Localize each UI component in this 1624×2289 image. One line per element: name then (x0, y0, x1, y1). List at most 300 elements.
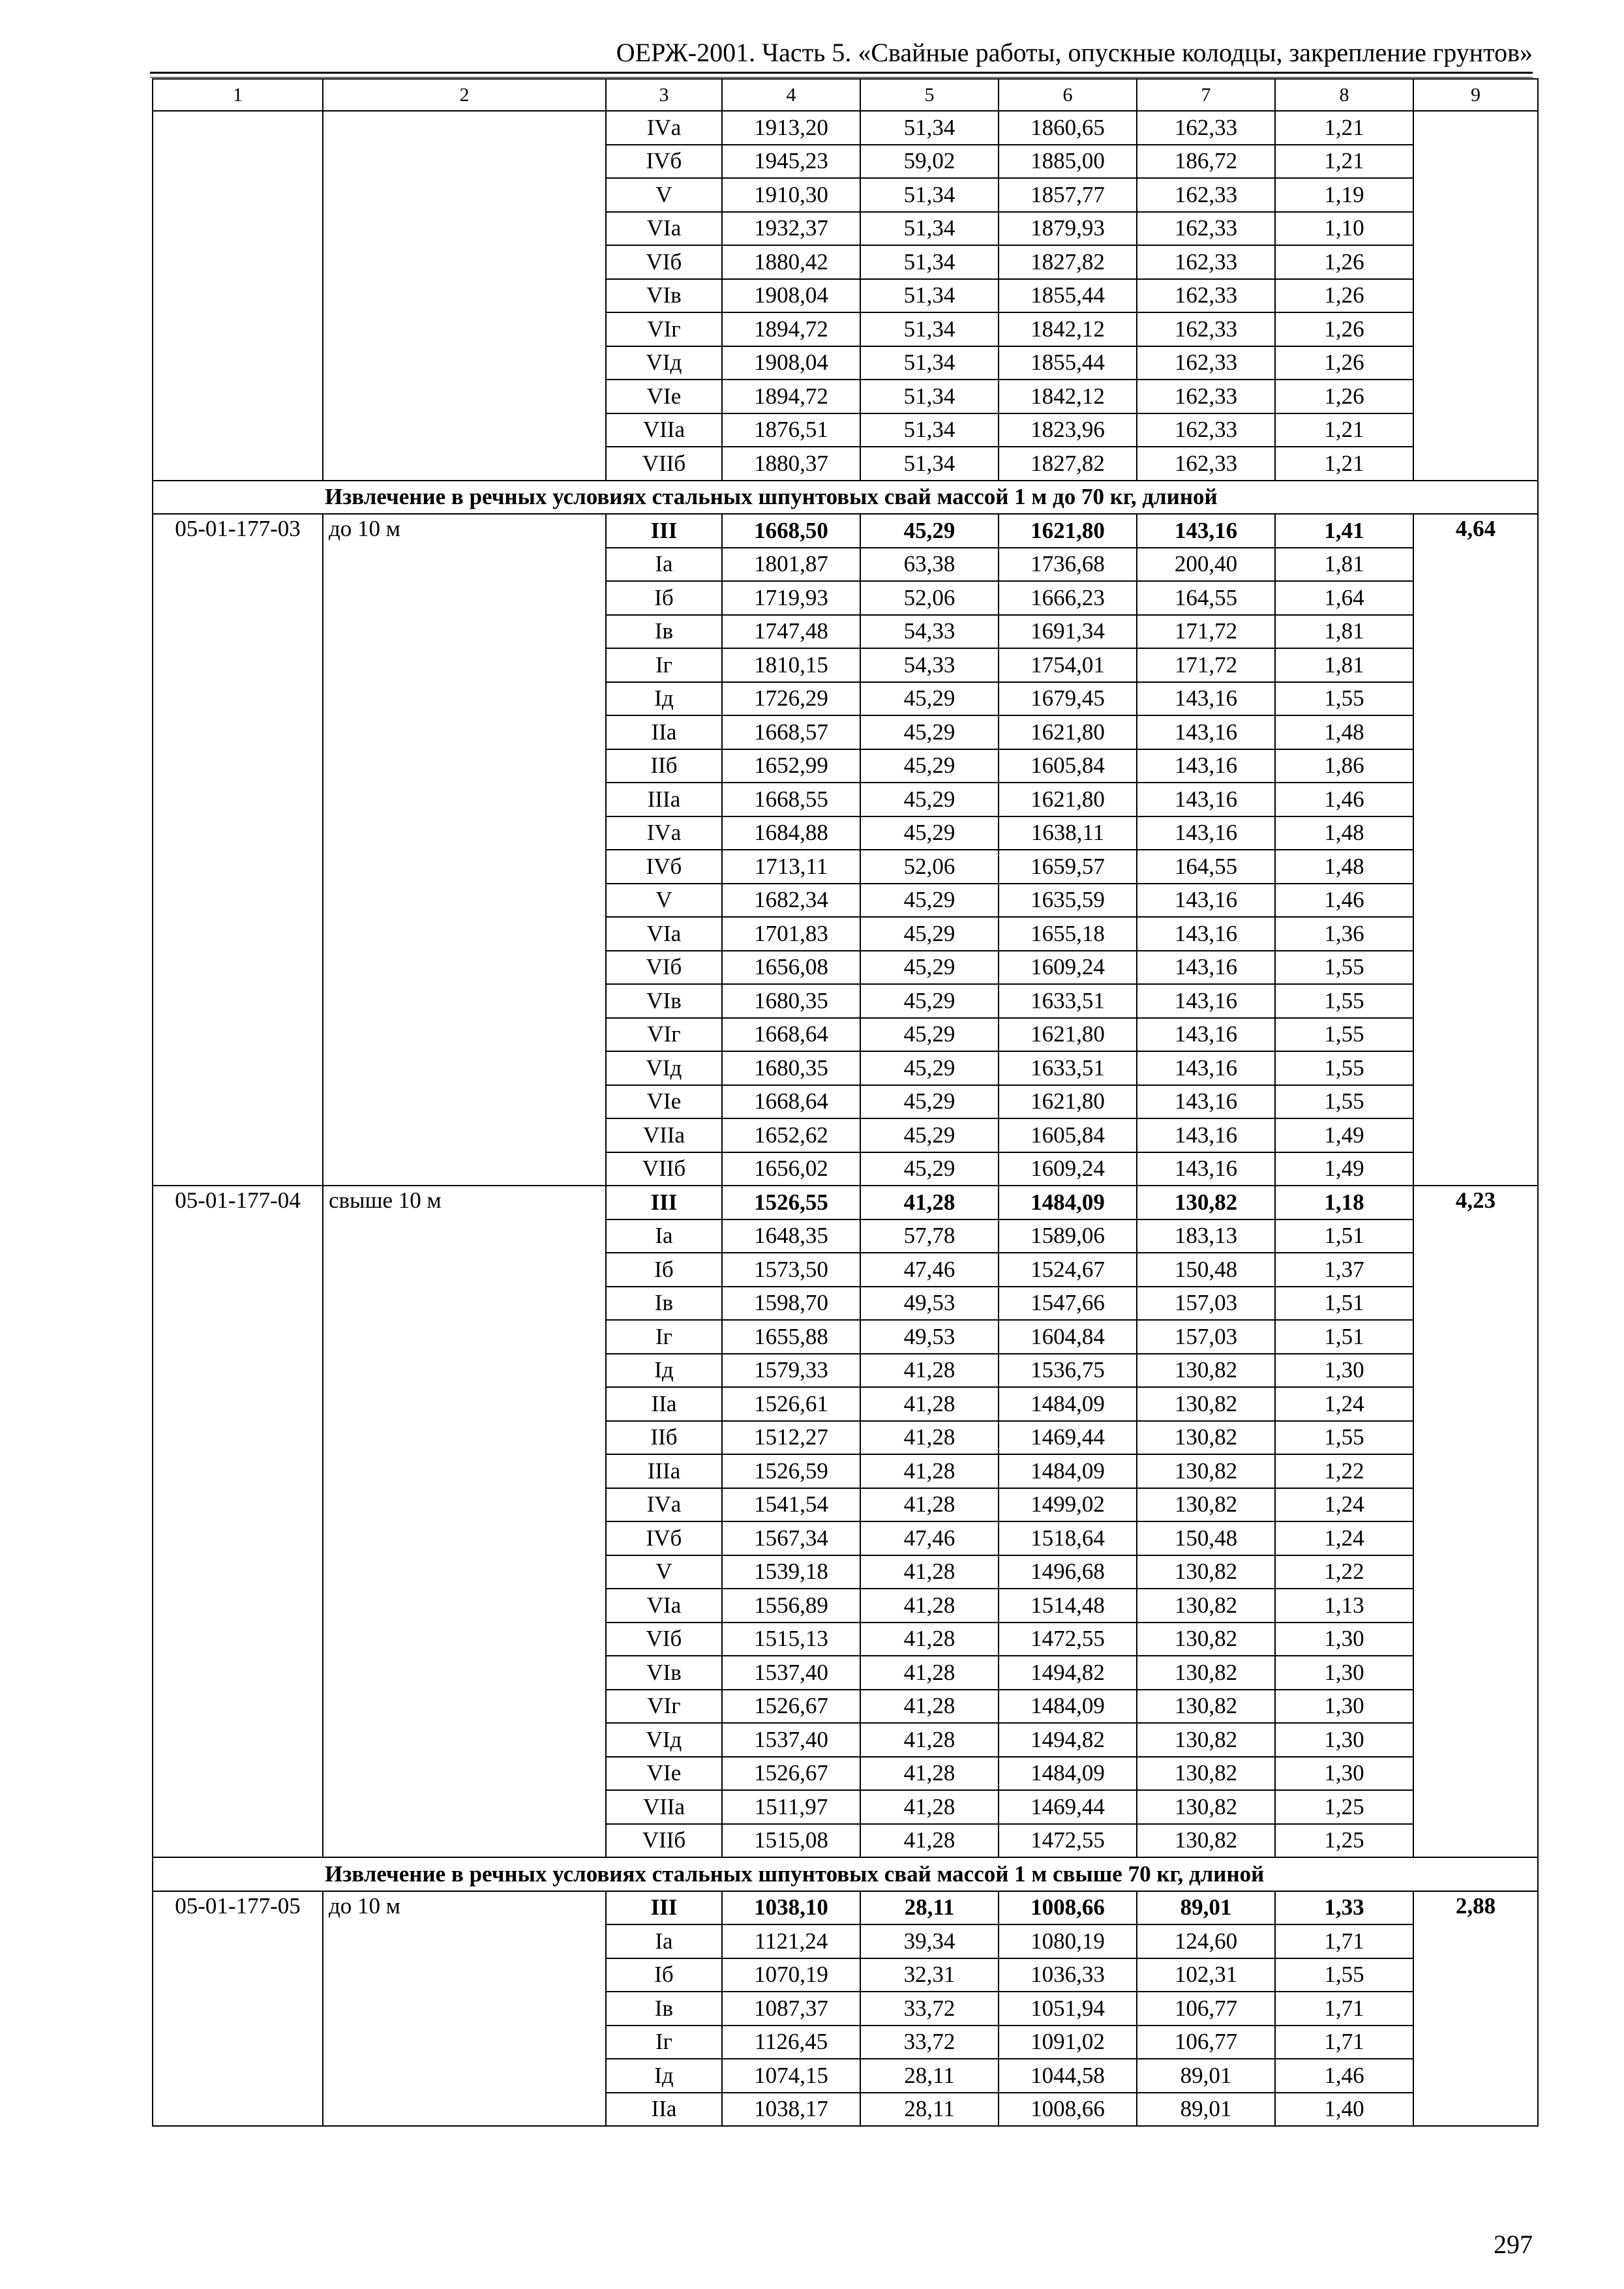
driver-wages-cell: 143,16 (1137, 749, 1275, 783)
materials-cost-cell: 1,55 (1275, 1958, 1413, 1992)
rate-name (323, 111, 606, 481)
driver-wages-cell: 183,13 (1137, 1219, 1275, 1253)
region-code-cell: VIб (606, 1623, 722, 1656)
machine-cost-cell: 1051,94 (999, 1992, 1137, 2026)
machine-cost-cell: 1633,51 (999, 984, 1137, 1018)
driver-wages-cell: 162,33 (1137, 312, 1275, 346)
driver-wages-cell: 130,82 (1137, 1387, 1275, 1421)
column-number: 9 (1413, 79, 1538, 111)
total-cost-cell: 1515,08 (722, 1824, 860, 1858)
driver-wages-cell: 130,82 (1137, 1421, 1275, 1455)
machine-cost-cell: 1008,66 (999, 2093, 1137, 2127)
rate-name: до 10 м (323, 514, 606, 1186)
materials-cost-cell: 1,24 (1275, 1488, 1413, 1522)
total-cost-cell: 1070,19 (722, 1958, 860, 1992)
header-rule-thin (150, 77, 1533, 78)
driver-wages-cell: 130,82 (1137, 1623, 1275, 1656)
materials-cost-cell: 1,30 (1275, 1723, 1413, 1757)
wages-cell: 59,02 (860, 145, 999, 179)
section-heading-row (153, 1857, 1538, 1891)
total-cost-cell: 1747,48 (722, 615, 860, 649)
region-code-cell: III (606, 514, 722, 548)
region-code-cell: VIе (606, 1085, 722, 1119)
total-cost-cell: 1719,93 (722, 581, 860, 615)
machine-cost-cell: 1484,09 (999, 1757, 1137, 1791)
driver-wages-cell: 130,82 (1137, 1790, 1275, 1824)
machine-cost-cell: 1855,44 (999, 279, 1137, 313)
region-code-cell: Iд (606, 1354, 722, 1388)
driver-wages-cell: 89,01 (1137, 2093, 1275, 2127)
region-code-cell: VIIб (606, 447, 722, 481)
materials-cost-cell: 1,30 (1275, 1354, 1413, 1388)
labor-norm: 4,23 (1413, 1186, 1538, 1857)
materials-cost-cell: 1,37 (1275, 1253, 1413, 1287)
materials-cost-cell: 1,81 (1275, 615, 1413, 649)
materials-cost-cell: 1,26 (1275, 346, 1413, 380)
materials-cost-cell: 1,26 (1275, 380, 1413, 413)
region-code-cell: V (606, 1555, 722, 1589)
materials-cost-cell: 1,40 (1275, 2093, 1413, 2127)
wages-cell: 41,28 (860, 1488, 999, 1522)
materials-cost-cell: 1,33 (1275, 1891, 1413, 1925)
machine-cost-cell: 1857,77 (999, 178, 1137, 212)
region-code-cell: VIв (606, 279, 722, 313)
region-code-cell: Iг (606, 2026, 722, 2059)
materials-cost-cell: 1,24 (1275, 1387, 1413, 1421)
machine-cost-cell: 1842,12 (999, 312, 1137, 346)
materials-cost-cell: 1,26 (1275, 279, 1413, 313)
total-cost-cell: 1932,37 (722, 212, 860, 246)
region-code-cell: VIв (606, 984, 722, 1018)
wages-cell: 63,38 (860, 548, 999, 582)
driver-wages-cell: 130,82 (1137, 1723, 1275, 1757)
materials-cost-cell: 1,48 (1275, 850, 1413, 884)
total-cost-cell: 1526,59 (722, 1454, 860, 1488)
machine-cost-cell: 1609,24 (999, 951, 1137, 985)
materials-cost-cell: 1,30 (1275, 1690, 1413, 1724)
machine-cost-cell: 1621,80 (999, 1018, 1137, 1052)
driver-wages-cell: 162,33 (1137, 279, 1275, 313)
running-header: ОЕРЖ-2001. Часть 5. «Свайные работы, опускные колодцы, закрепление грунтов» (616, 38, 1533, 67)
driver-wages-cell: 143,16 (1137, 984, 1275, 1018)
driver-wages-cell: 171,72 (1137, 648, 1275, 682)
materials-cost-cell: 1,30 (1275, 1623, 1413, 1656)
price-table (152, 78, 1539, 2127)
total-cost-cell: 1121,24 (722, 1924, 860, 1958)
region-code-cell: IVа (606, 816, 722, 850)
driver-wages-cell: 143,16 (1137, 715, 1275, 749)
region-code-cell: VIб (606, 951, 722, 985)
driver-wages-cell: 130,82 (1137, 1690, 1275, 1724)
machine-cost-cell: 1754,01 (999, 648, 1137, 682)
wages-cell: 41,28 (860, 1790, 999, 1824)
region-code-cell: IIб (606, 1421, 722, 1455)
driver-wages-cell: 143,16 (1137, 816, 1275, 850)
driver-wages-cell: 162,33 (1137, 380, 1275, 413)
total-cost-cell: 1680,35 (722, 984, 860, 1018)
total-cost-cell: 1655,88 (722, 1320, 860, 1354)
total-cost-cell: 1801,87 (722, 548, 860, 582)
driver-wages-cell: 162,33 (1137, 447, 1275, 481)
materials-cost-cell: 1,55 (1275, 1051, 1413, 1085)
column-number: 3 (606, 79, 722, 111)
wages-cell: 41,28 (860, 1454, 999, 1488)
region-code-cell: Iв (606, 1287, 722, 1321)
materials-cost-cell: 1,21 (1275, 447, 1413, 481)
machine-cost-cell: 1679,45 (999, 682, 1137, 716)
page-number: 297 (1494, 2230, 1533, 2259)
wages-cell: 45,29 (860, 749, 999, 783)
driver-wages-cell: 162,33 (1137, 178, 1275, 212)
total-cost-cell: 1894,72 (722, 312, 860, 346)
total-cost-cell: 1684,88 (722, 816, 860, 850)
total-cost-cell: 1682,34 (722, 884, 860, 918)
driver-wages-cell: 106,77 (1137, 1992, 1275, 2026)
driver-wages-cell: 130,82 (1137, 1555, 1275, 1589)
materials-cost-cell: 1,25 (1275, 1790, 1413, 1824)
driver-wages-cell: 143,16 (1137, 951, 1275, 985)
wages-cell: 41,28 (860, 1757, 999, 1791)
driver-wages-cell: 143,16 (1137, 1018, 1275, 1052)
total-cost-cell: 1526,55 (722, 1186, 860, 1219)
driver-wages-cell: 164,55 (1137, 850, 1275, 884)
wages-cell: 51,34 (860, 212, 999, 246)
machine-cost-cell: 1044,58 (999, 2059, 1137, 2093)
total-cost-cell: 1526,61 (722, 1387, 860, 1421)
machine-cost-cell: 1659,57 (999, 850, 1137, 884)
wages-cell: 49,53 (860, 1320, 999, 1354)
machine-cost-cell: 1621,80 (999, 1085, 1137, 1119)
column-number: 4 (722, 79, 860, 111)
machine-cost-cell: 1518,64 (999, 1521, 1137, 1555)
total-cost-cell: 1880,42 (722, 245, 860, 279)
machine-cost-cell: 1842,12 (999, 380, 1137, 413)
column-number: 6 (999, 79, 1137, 111)
wages-cell: 45,29 (860, 917, 999, 951)
section-heading-row (153, 481, 1538, 515)
machine-cost-cell: 1655,18 (999, 917, 1137, 951)
region-code-cell: VIIа (606, 1118, 722, 1152)
materials-cost-cell: 1,24 (1275, 1521, 1413, 1555)
driver-wages-cell: 162,33 (1137, 413, 1275, 447)
driver-wages-cell: 171,72 (1137, 615, 1275, 649)
wages-cell: 41,28 (860, 1723, 999, 1757)
total-cost-cell: 1876,51 (722, 413, 860, 447)
total-cost-cell: 1537,40 (722, 1656, 860, 1690)
wages-cell: 28,11 (860, 2059, 999, 2093)
wages-cell: 51,34 (860, 178, 999, 212)
region-code-cell: Iг (606, 1320, 722, 1354)
machine-cost-cell: 1472,55 (999, 1824, 1137, 1858)
machine-cost-cell: 1736,68 (999, 548, 1137, 582)
wages-cell: 51,34 (860, 279, 999, 313)
column-number: 1 (153, 79, 323, 111)
region-code-cell: IVб (606, 1521, 722, 1555)
machine-cost-cell: 1484,09 (999, 1690, 1137, 1724)
materials-cost-cell: 1,55 (1275, 1018, 1413, 1052)
wages-cell: 41,28 (860, 1354, 999, 1388)
materials-cost-cell: 1,81 (1275, 648, 1413, 682)
driver-wages-cell: 162,33 (1137, 245, 1275, 279)
driver-wages-cell: 186,72 (1137, 145, 1275, 179)
machine-cost-cell: 1494,82 (999, 1656, 1137, 1690)
rate-name: свыше 10 м (323, 1186, 606, 1857)
driver-wages-cell: 143,16 (1137, 1118, 1275, 1152)
driver-wages-cell: 130,82 (1137, 1656, 1275, 1690)
materials-cost-cell: 1,25 (1275, 1824, 1413, 1858)
wages-cell: 47,46 (860, 1521, 999, 1555)
materials-cost-cell: 1,55 (1275, 682, 1413, 716)
total-cost-cell: 1908,04 (722, 346, 860, 380)
materials-cost-cell: 1,30 (1275, 1656, 1413, 1690)
region-code-cell: VIв (606, 1656, 722, 1690)
region-code-cell: VIг (606, 312, 722, 346)
machine-cost-cell: 1605,84 (999, 1118, 1137, 1152)
driver-wages-cell: 89,01 (1137, 2059, 1275, 2093)
wages-cell: 41,28 (860, 1623, 999, 1656)
region-code-cell: VIе (606, 1757, 722, 1791)
wages-cell: 51,34 (860, 413, 999, 447)
total-cost-cell: 1526,67 (722, 1690, 860, 1724)
region-code-cell: Iд (606, 682, 722, 716)
materials-cost-cell: 1,13 (1275, 1589, 1413, 1623)
region-code-cell: III (606, 1891, 722, 1925)
wages-cell: 52,06 (860, 850, 999, 884)
region-code-cell: Iа (606, 548, 722, 582)
region-code-cell: VIб (606, 245, 722, 279)
region-code-cell: VIд (606, 1723, 722, 1757)
materials-cost-cell: 1,55 (1275, 1421, 1413, 1455)
labor-norm: 4,64 (1413, 514, 1538, 1186)
driver-wages-cell: 143,16 (1137, 1152, 1275, 1186)
machine-cost-cell: 1855,44 (999, 346, 1137, 380)
wages-cell: 45,29 (860, 884, 999, 918)
materials-cost-cell: 1,41 (1275, 514, 1413, 548)
total-cost-cell: 1668,64 (722, 1018, 860, 1052)
total-cost-cell: 1515,13 (722, 1623, 860, 1656)
machine-cost-cell: 1484,09 (999, 1454, 1137, 1488)
driver-wages-cell: 150,48 (1137, 1521, 1275, 1555)
total-cost-cell: 1074,15 (722, 2059, 860, 2093)
materials-cost-cell: 1,55 (1275, 1085, 1413, 1119)
materials-cost-cell: 1,49 (1275, 1152, 1413, 1186)
machine-cost-cell: 1496,68 (999, 1555, 1137, 1589)
region-code-cell: VIIб (606, 1152, 722, 1186)
wages-cell: 45,29 (860, 1018, 999, 1052)
machine-cost-cell: 1469,44 (999, 1421, 1137, 1455)
materials-cost-cell: 1,71 (1275, 1924, 1413, 1958)
rate-name: до 10 м (323, 1891, 606, 2127)
driver-wages-cell: 143,16 (1137, 783, 1275, 816)
machine-cost-cell: 1633,51 (999, 1051, 1137, 1085)
machine-cost-cell: 1484,09 (999, 1387, 1137, 1421)
materials-cost-cell: 1,51 (1275, 1219, 1413, 1253)
machine-cost-cell: 1524,67 (999, 1253, 1137, 1287)
machine-cost-cell: 1879,93 (999, 212, 1137, 246)
total-cost-cell: 1668,55 (722, 783, 860, 816)
machine-cost-cell: 1589,06 (999, 1219, 1137, 1253)
total-cost-cell: 1126,45 (722, 2026, 860, 2059)
machine-cost-cell: 1080,19 (999, 1924, 1137, 1958)
region-code-cell: IIIа (606, 783, 722, 816)
materials-cost-cell: 1,48 (1275, 715, 1413, 749)
wages-cell: 28,11 (860, 1891, 999, 1925)
materials-cost-cell: 1,36 (1275, 917, 1413, 951)
total-cost-cell: 1556,89 (722, 1589, 860, 1623)
region-code-cell: VIд (606, 346, 722, 380)
driver-wages-cell: 130,82 (1137, 1354, 1275, 1388)
region-code-cell: Iв (606, 1992, 722, 2026)
machine-cost-cell: 1091,02 (999, 2026, 1137, 2059)
region-code-cell: IVа (606, 111, 722, 145)
driver-wages-cell: 162,33 (1137, 346, 1275, 380)
section-heading: Извлечение в речных условиях стальных шпунтовых свай массой 1 м до 70 кг, длиной (153, 481, 1538, 515)
driver-wages-cell: 124,60 (1137, 1924, 1275, 1958)
wages-cell: 41,28 (860, 1824, 999, 1858)
machine-cost-cell: 1621,80 (999, 783, 1137, 816)
total-cost-cell: 1598,70 (722, 1287, 860, 1321)
total-cost-cell: 1541,54 (722, 1488, 860, 1522)
wages-cell: 45,29 (860, 1051, 999, 1085)
region-code-cell: III (606, 1186, 722, 1219)
driver-wages-cell: 130,82 (1137, 1757, 1275, 1791)
total-cost-cell: 1652,62 (722, 1118, 860, 1152)
wages-cell: 41,28 (860, 1690, 999, 1724)
wages-cell: 51,34 (860, 346, 999, 380)
materials-cost-cell: 1,71 (1275, 1992, 1413, 2026)
region-code-cell: IVб (606, 850, 722, 884)
wages-cell: 51,34 (860, 380, 999, 413)
total-cost-cell: 1567,34 (722, 1521, 860, 1555)
region-code-cell: Iд (606, 2059, 722, 2093)
materials-cost-cell: 1,21 (1275, 145, 1413, 179)
total-cost-cell: 1539,18 (722, 1555, 860, 1589)
region-code-cell: VIг (606, 1018, 722, 1052)
wages-cell: 45,29 (860, 1118, 999, 1152)
wages-cell: 41,28 (860, 1421, 999, 1455)
region-code-cell: IIа (606, 715, 722, 749)
driver-wages-cell: 130,82 (1137, 1589, 1275, 1623)
machine-cost-cell: 1484,09 (999, 1186, 1137, 1219)
total-cost-cell: 1894,72 (722, 380, 860, 413)
materials-cost-cell: 1,22 (1275, 1555, 1413, 1589)
table-body (153, 79, 1538, 2126)
machine-cost-cell: 1609,24 (999, 1152, 1137, 1186)
machine-cost-cell: 1472,55 (999, 1623, 1137, 1656)
wages-cell: 57,78 (860, 1219, 999, 1253)
materials-cost-cell: 1,86 (1275, 749, 1413, 783)
wages-cell: 32,31 (860, 1958, 999, 1992)
table-row (153, 111, 1538, 145)
driver-wages-cell: 164,55 (1137, 581, 1275, 615)
wages-cell: 41,28 (860, 1387, 999, 1421)
materials-cost-cell: 1,30 (1275, 1757, 1413, 1791)
total-cost-cell: 1910,30 (722, 178, 860, 212)
region-code-cell: IIа (606, 1387, 722, 1421)
materials-cost-cell: 1,18 (1275, 1186, 1413, 1219)
total-cost-cell: 1087,37 (722, 1992, 860, 2026)
machine-cost-cell: 1621,80 (999, 715, 1137, 749)
total-cost-cell: 1880,37 (722, 447, 860, 481)
machine-cost-cell: 1547,66 (999, 1287, 1137, 1321)
total-cost-cell: 1810,15 (722, 648, 860, 682)
total-cost-cell: 1656,02 (722, 1152, 860, 1186)
total-cost-cell: 1648,35 (722, 1219, 860, 1253)
total-cost-cell: 1668,64 (722, 1085, 860, 1119)
materials-cost-cell: 1,81 (1275, 548, 1413, 582)
machine-cost-cell: 1621,80 (999, 514, 1137, 548)
region-code-cell: Iа (606, 1924, 722, 1958)
region-code-cell: VIIа (606, 1790, 722, 1824)
wages-cell: 51,34 (860, 111, 999, 145)
wages-cell: 41,28 (860, 1589, 999, 1623)
wages-cell: 47,46 (860, 1253, 999, 1287)
materials-cost-cell: 1,55 (1275, 951, 1413, 985)
wages-cell: 51,34 (860, 312, 999, 346)
total-cost-cell: 1652,99 (722, 749, 860, 783)
machine-cost-cell: 1860,65 (999, 111, 1137, 145)
driver-wages-cell: 89,01 (1137, 1891, 1275, 1925)
wages-cell: 45,29 (860, 984, 999, 1018)
table-row (153, 1891, 1538, 1925)
machine-cost-cell: 1469,44 (999, 1790, 1137, 1824)
wages-cell: 45,29 (860, 514, 999, 548)
wages-cell: 33,72 (860, 1992, 999, 2026)
wages-cell: 51,34 (860, 245, 999, 279)
total-cost-cell: 1573,50 (722, 1253, 860, 1287)
region-code-cell: IIб (606, 749, 722, 783)
region-code-cell: VIа (606, 1589, 722, 1623)
table-row (153, 1186, 1538, 1219)
wages-cell: 45,29 (860, 951, 999, 985)
column-number: 7 (1137, 79, 1275, 111)
materials-cost-cell: 1,10 (1275, 212, 1413, 246)
machine-cost-cell: 1536,75 (999, 1354, 1137, 1388)
column-number: 8 (1275, 79, 1413, 111)
region-code-cell: VIIб (606, 1824, 722, 1858)
materials-cost-cell: 1,49 (1275, 1118, 1413, 1152)
header-rule-thick (150, 72, 1533, 74)
driver-wages-cell: 130,82 (1137, 1824, 1275, 1858)
region-code-cell: VIа (606, 917, 722, 951)
region-code-cell: IVа (606, 1488, 722, 1522)
region-code-cell: VIIа (606, 413, 722, 447)
wages-cell: 45,29 (860, 816, 999, 850)
driver-wages-cell: 143,16 (1137, 1085, 1275, 1119)
wages-cell: 39,34 (860, 1924, 999, 1958)
rate-code (153, 111, 323, 481)
machine-cost-cell: 1823,96 (999, 413, 1137, 447)
wages-cell: 45,29 (860, 715, 999, 749)
driver-wages-cell: 157,03 (1137, 1320, 1275, 1354)
materials-cost-cell: 1,21 (1275, 111, 1413, 145)
wages-cell: 54,33 (860, 615, 999, 649)
total-cost-cell: 1713,11 (722, 850, 860, 884)
region-code-cell: IVб (606, 145, 722, 179)
region-code-cell: Iг (606, 648, 722, 682)
wages-cell: 45,29 (860, 783, 999, 816)
region-code-cell: V (606, 178, 722, 212)
region-code-cell: Iб (606, 1253, 722, 1287)
total-cost-cell: 1579,33 (722, 1354, 860, 1388)
materials-cost-cell: 1,46 (1275, 2059, 1413, 2093)
wages-cell: 41,28 (860, 1186, 999, 1219)
materials-cost-cell: 1,26 (1275, 312, 1413, 346)
labor-norm (1413, 111, 1538, 481)
materials-cost-cell: 1,26 (1275, 245, 1413, 279)
driver-wages-cell: 106,77 (1137, 2026, 1275, 2059)
driver-wages-cell: 143,16 (1137, 1051, 1275, 1085)
